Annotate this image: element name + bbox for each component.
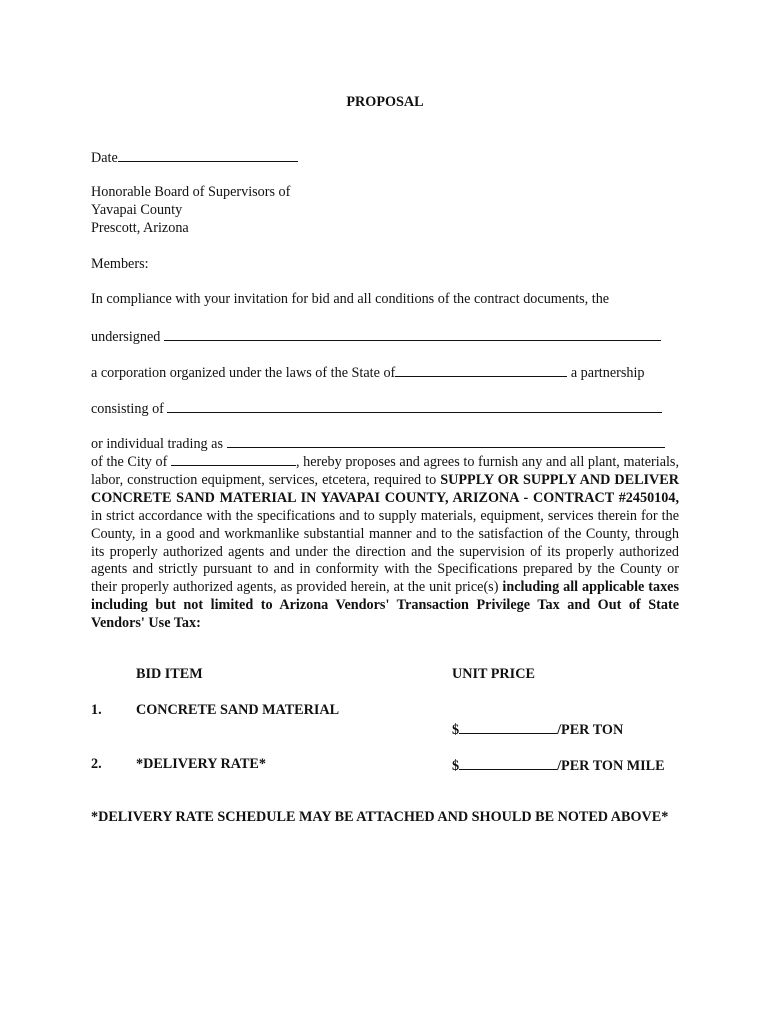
- consisting-blank[interactable]: [167, 398, 662, 413]
- city-suffix: , hereby proposes and agrees to furnish any and all plant, materials, labor, construction equipment, services, etcetera, required to: [91, 454, 679, 488]
- date-blank[interactable]: [118, 147, 298, 162]
- item-2-price-blank[interactable]: [459, 755, 557, 770]
- undersigned-row: [91, 326, 661, 346]
- proposal-body: [91, 451, 679, 633]
- item-1-price-blank[interactable]: [459, 719, 557, 734]
- individual-row: [91, 433, 665, 453]
- corporation-row: [91, 362, 645, 382]
- undersigned-label: undersigned: [91, 329, 161, 345]
- address-line-1: Honorable Board of Supervisors of: [91, 184, 291, 200]
- project-title: SUPPLY OR SUPPLY AND DELIVER CONCRETE SAND MATERIAL IN YAVAPAI COUNTY, ARIZONA - CONTRACT #2450104,: [91, 471, 680, 506]
- unit-price-header: UNIT PRICE: [452, 666, 535, 682]
- item-2-name: *DELIVERY RATE*: [136, 756, 266, 772]
- item-1-price: [452, 719, 623, 739]
- intro-text: In compliance with your invitation for bid and all conditions of the contract documents, the: [91, 291, 610, 307]
- item-1-currency: $: [452, 722, 460, 738]
- corporation-text: a corporation organized under the laws of the State of: [91, 365, 396, 381]
- item-2-currency: $: [452, 758, 460, 774]
- individual-blank[interactable]: [227, 433, 665, 448]
- state-blank[interactable]: [395, 362, 567, 377]
- individual-label: or individual trading as: [91, 436, 223, 452]
- item-2-unit: /PER TON MILE: [557, 758, 665, 774]
- date-row: [91, 147, 298, 167]
- delivery-footnote: *DELIVERY RATE SCHEDULE MAY BE ATTACHED AND SHOULD BE NOTED ABOVE*: [91, 809, 669, 825]
- city-prefix: of the City of: [91, 454, 168, 470]
- item-1-number: 1.: [91, 702, 102, 718]
- page-title: PROPOSAL: [346, 94, 424, 110]
- address-line-2: Yavapai County: [91, 202, 183, 218]
- city-blank[interactable]: [171, 451, 296, 466]
- item-2-price: [452, 755, 665, 775]
- undersigned-blank[interactable]: [164, 326, 661, 341]
- address-line-3: Prescott, Arizona: [91, 220, 189, 236]
- body-middle: in strict accordance with the specifications and to supply materials, equipment, services therein for the County, in a good and workmanlike substantial manner and to the satisfaction of the County, through its properly authorized agents and under the direction and the supervision of its properly authorized agents and strictly pursuant to and in conformity with the Specifications prepared by the County or their properly authorized agents, as provided herein, at the unit price(s): [91, 507, 679, 596]
- salutation: Members:: [91, 256, 149, 272]
- date-label: Date: [91, 150, 118, 166]
- bid-item-header: BID ITEM: [136, 666, 203, 682]
- partnership-text: a partnership: [570, 365, 645, 381]
- consisting-row: [91, 398, 662, 418]
- item-2-number: 2.: [91, 756, 102, 772]
- tax-clause: including all applicable taxes including but not limited to Arizona Vendors' Transaction Privilege Tax and Out of State Vendors' Use Tax:: [91, 579, 680, 632]
- item-1-name: CONCRETE SAND MATERIAL: [136, 702, 340, 718]
- consisting-label: consisting of: [91, 401, 164, 417]
- item-1-unit: /PER TON: [557, 722, 624, 738]
